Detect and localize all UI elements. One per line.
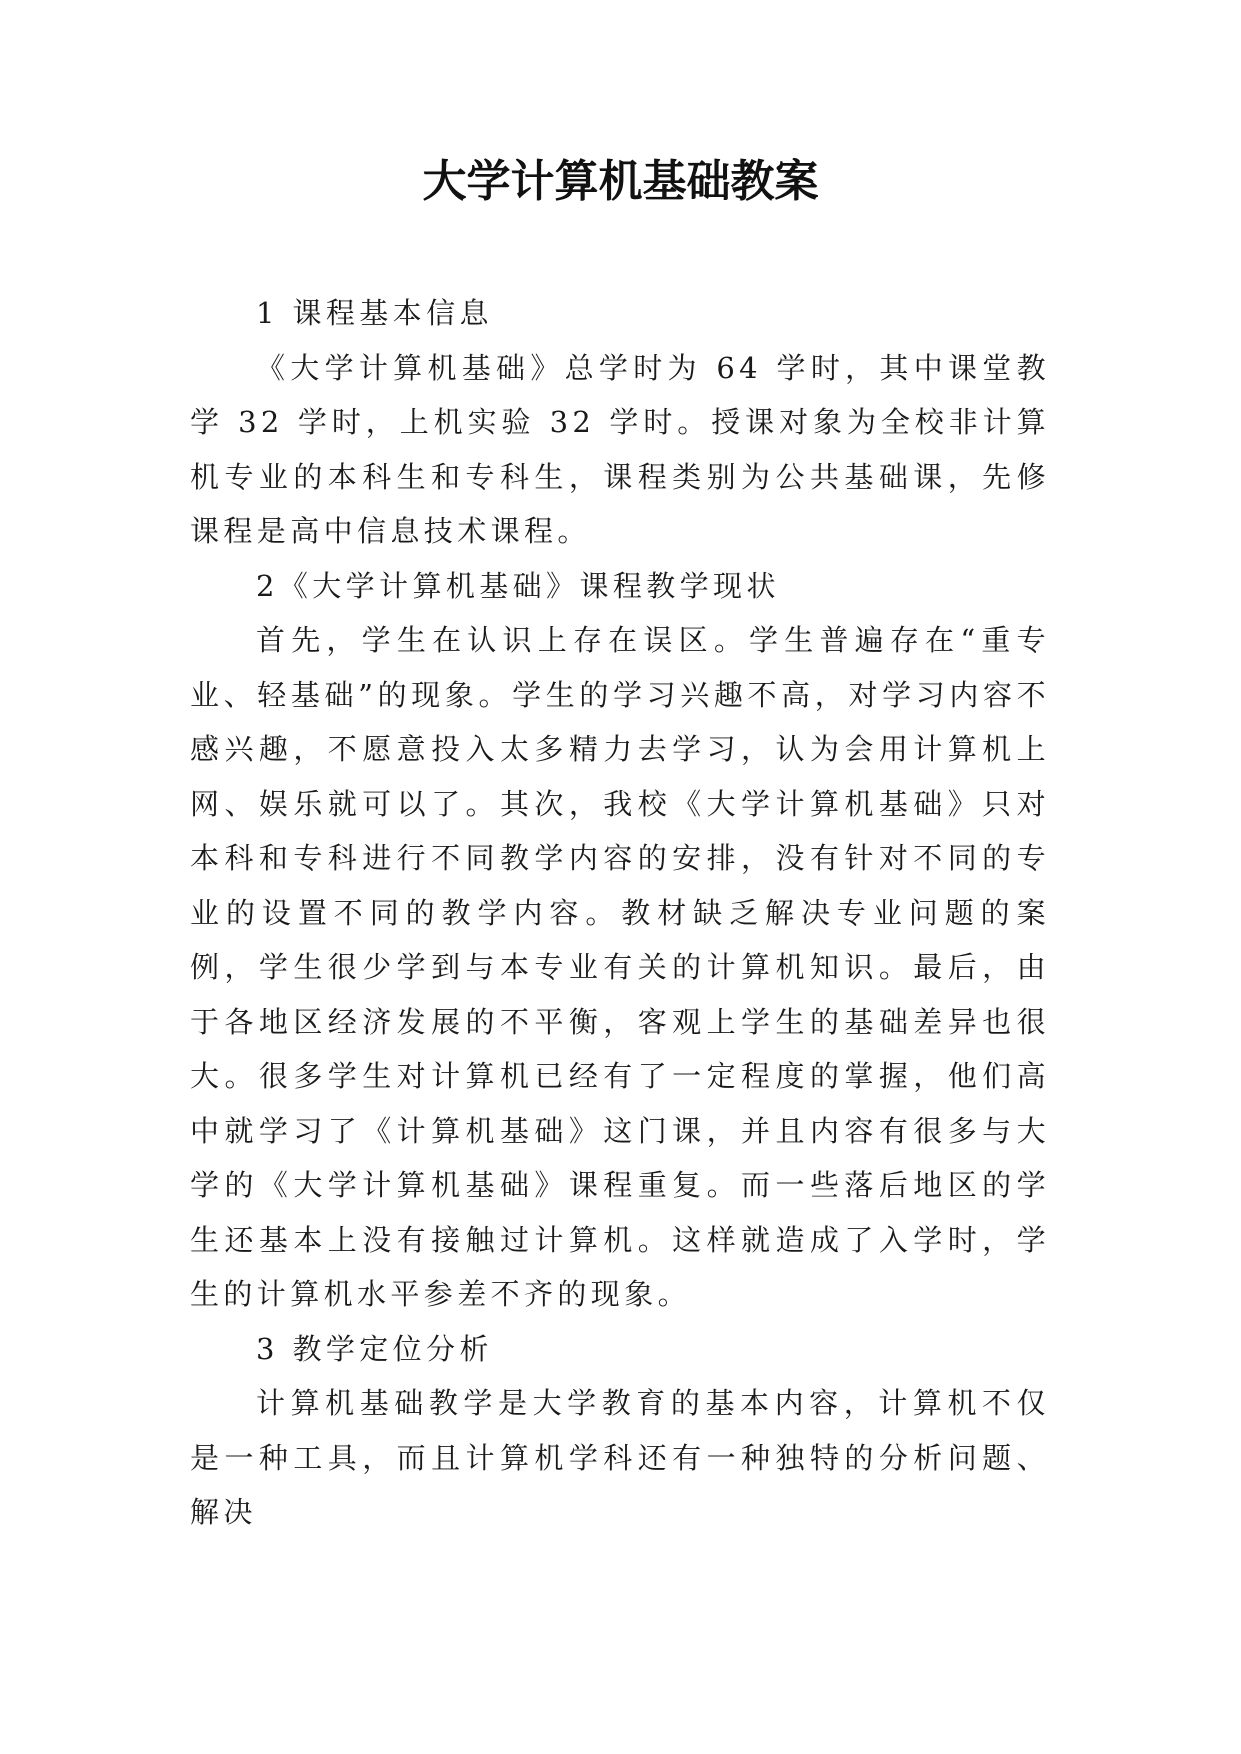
paragraph-teaching-status: 首先，学生在认识上存在误区。学生普遍存在“重专业、轻基础”的现象。学生的学习兴趣不高，对学习内容不感兴趣，不愿意投入太多精力去学习，认为会用计算机上网、娱乐就可以了。其次，我校《大学计算机基础》只对本科和专科进行不同教学内容的安排，没有针对不同的专业的设置不同的教学内容。教材缺乏解决专业问题的案例，学生很少学到与本专业有关的计算机知识。最后，由于各地区经济发展的不平衡，客观上学生的基础差异也很大。很多学生对计算机已经有了一定程度的掌握，他们高中就学习了《计算机基础》这门课，并且内容有很多与大学的《大学计算机基础》课程重复。而一些落后地区的学生还基本上没有接触过计算机。这样就造成了入学时，学生的计算机水平参差不齐的现象。 (190, 623, 1050, 1311)
section-heading-positioning-analysis: 3 教学定位分析 (256, 1331, 493, 1366)
paragraph-course-info: 《大学计算机基础》总学时为 64 学时，其中课堂教学 32 学时，上机实验 32 学时。授课对象为全校非计算机专业的本科生和专科生，课程类别为公共基础课，先修课程是高中信息技术课程。 (190, 350, 1050, 548)
document-title: 大学计算机基础教案 (422, 156, 819, 207)
document-body (190, 286, 1050, 1540)
section-heading-course-info: 1 课程基本信息 (256, 296, 493, 330)
section-heading-teaching-status: 2《大学计算机基础》课程教学现状 (256, 568, 780, 603)
paragraph-positioning-analysis: 计算机基础教学是大学教育的基本内容，计算机不仅是一种工具，而且计算机学科还有一种独特的分析问题、解决 (190, 1386, 1050, 1529)
